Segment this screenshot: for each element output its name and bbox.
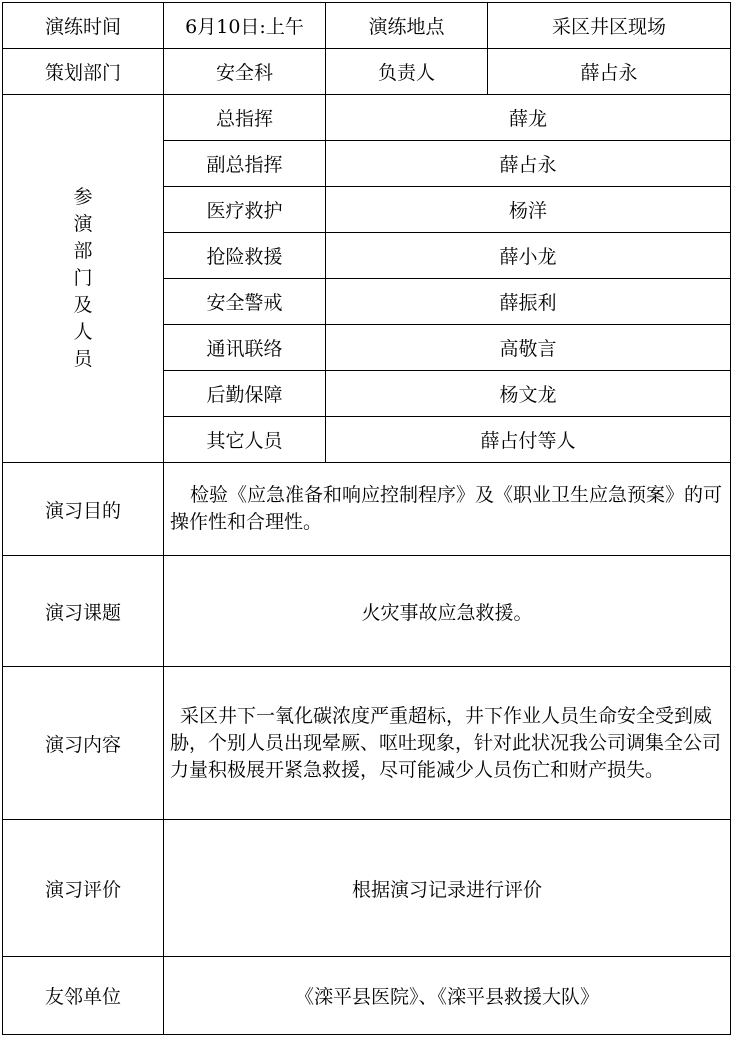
role-name: 薛占永	[326, 141, 731, 187]
drill-plan-table	[2, 2, 731, 1035]
participants-group-text: 参演部门及人员	[73, 186, 93, 370]
place-value: 采区井区现场	[488, 3, 731, 49]
row-time-place	[3, 3, 731, 49]
row-content	[3, 667, 731, 820]
role-name: 薛振利	[326, 279, 731, 325]
role-label: 其它人员	[164, 417, 326, 463]
participants-group-label	[3, 95, 164, 463]
row-evaluation	[3, 820, 731, 957]
neighbors-label: 友邻单位	[3, 957, 164, 1035]
evaluation-text: 根据演习记录进行评价	[164, 820, 731, 957]
dept-value: 安全科	[164, 49, 326, 95]
row-topic	[3, 556, 731, 667]
lead-label: 负责人	[326, 49, 488, 95]
row-neighbors	[3, 957, 731, 1035]
neighbors-text: 《滦平县医院》、《滦平县救援大队》	[164, 957, 731, 1035]
role-row	[3, 95, 731, 141]
purpose-label: 演习目的	[3, 463, 164, 556]
role-name: 薛占付等人	[326, 417, 731, 463]
role-label: 医疗救护	[164, 187, 326, 233]
role-label: 通讯联络	[164, 325, 326, 371]
role-name: 杨文龙	[326, 371, 731, 417]
role-name: 高敬言	[326, 325, 731, 371]
content-cell	[164, 667, 731, 820]
row-purpose	[3, 463, 731, 556]
purpose-text: 检验《应急准备和响应控制程序》及《职业卫生应急预案》的可操作性和合理性。	[170, 484, 723, 533]
content-label: 演习内容	[3, 667, 164, 820]
evaluation-label: 演习评价	[3, 820, 164, 957]
time-value: 6月10日:上午	[164, 3, 326, 49]
role-name: 薛小龙	[326, 233, 731, 279]
row-dept-lead	[3, 49, 731, 95]
role-label: 后勤保障	[164, 371, 326, 417]
role-label: 抢险救援	[164, 233, 326, 279]
place-label: 演练地点	[326, 3, 488, 49]
time-label: 演练时间	[3, 3, 164, 49]
content-text: 采区井下一氧化碳浓度严重超标，井下作业人员生命安全受到威胁，个别人员出现晕厥、呕吐现象，针对此状况我公司调集全公司力量积极展开紧急救援，尽可能减少人员伤亡和财产损失。	[170, 704, 722, 781]
purpose-cell	[164, 463, 731, 556]
role-name: 薛龙	[326, 95, 731, 141]
role-name: 杨洋	[326, 187, 731, 233]
lead-value: 薛占永	[488, 49, 731, 95]
dept-label: 策划部门	[3, 49, 164, 95]
topic-label: 演习课题	[3, 556, 164, 667]
role-label: 副总指挥	[164, 141, 326, 187]
topic-text: 火灾事故应急救援。	[164, 556, 731, 667]
role-label: 安全警戒	[164, 279, 326, 325]
role-label: 总指挥	[164, 95, 326, 141]
